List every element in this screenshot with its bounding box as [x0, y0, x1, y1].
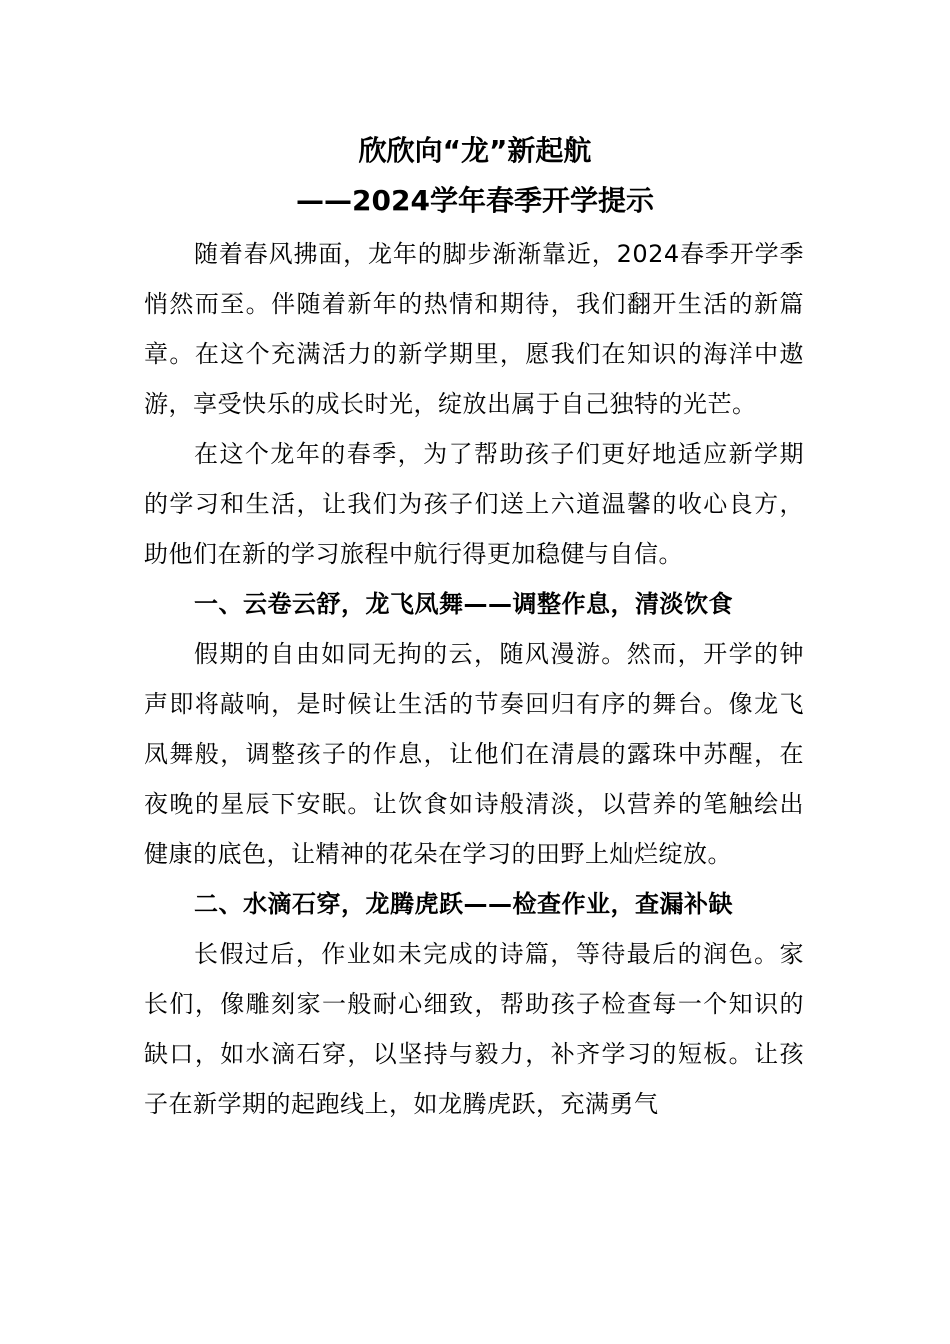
intro-paragraph-2: 在这个龙年的春季，为了帮助孩子们更好地适应新学期的学习和生活，让我们为孩子们送上六道温馨的收心良方，助他们在新的学习旅程中航行得更加稳健与自信。: [144, 440, 804, 568]
document-subtitle: ——2024学年春季开学提示: [296, 184, 654, 217]
section-1-heading: 一、云卷云舒，龙飞凤舞——调整作息，清淡饮食: [194, 590, 733, 618]
document-body: [144, 229, 804, 1129]
intro-paragraph-1: 随着春风拂面，龙年的脚步渐渐靠近，2024春季开学季悄然而至。伴随着新年的热情和期待，我们翻开生活的新篇章。在这个充满活力的新学期里，愿我们在知识的海洋中遨游，享受快乐的成长时光，绽放出属于自己独特的光芒。: [144, 240, 804, 418]
section-1-paragraph: 假期的自由如同无拘的云，随风漫游。然而，开学的钟声即将敲响，是时候让生活的节奏回归有序的舞台。像龙飞凤舞般，调整孩子的作息，让他们在清晨的露珠中苏醒，在夜晚的星辰下安眠。让饮食如诗般清淡，以营养的笔触绘出健康的底色，让精神的花朵在学习的田野上灿烂绽放。: [144, 640, 804, 868]
document-title: 欣欣向“龙”新起航: [358, 134, 592, 167]
section-2-heading: 二、水滴石穿，龙腾虎跃——检查作业，查漏补缺: [194, 890, 733, 918]
section-2-paragraph: 长假过后，作业如未完成的诗篇，等待最后的润色。家长们，像雕刻家一般耐心细致，帮助孩子检查每一个知识的缺口，如水滴石穿，以坚持与毅力，补齐学习的短板。让孩子在新学期的起跑线上，如龙腾虎跃，充满勇气: [144, 940, 804, 1118]
